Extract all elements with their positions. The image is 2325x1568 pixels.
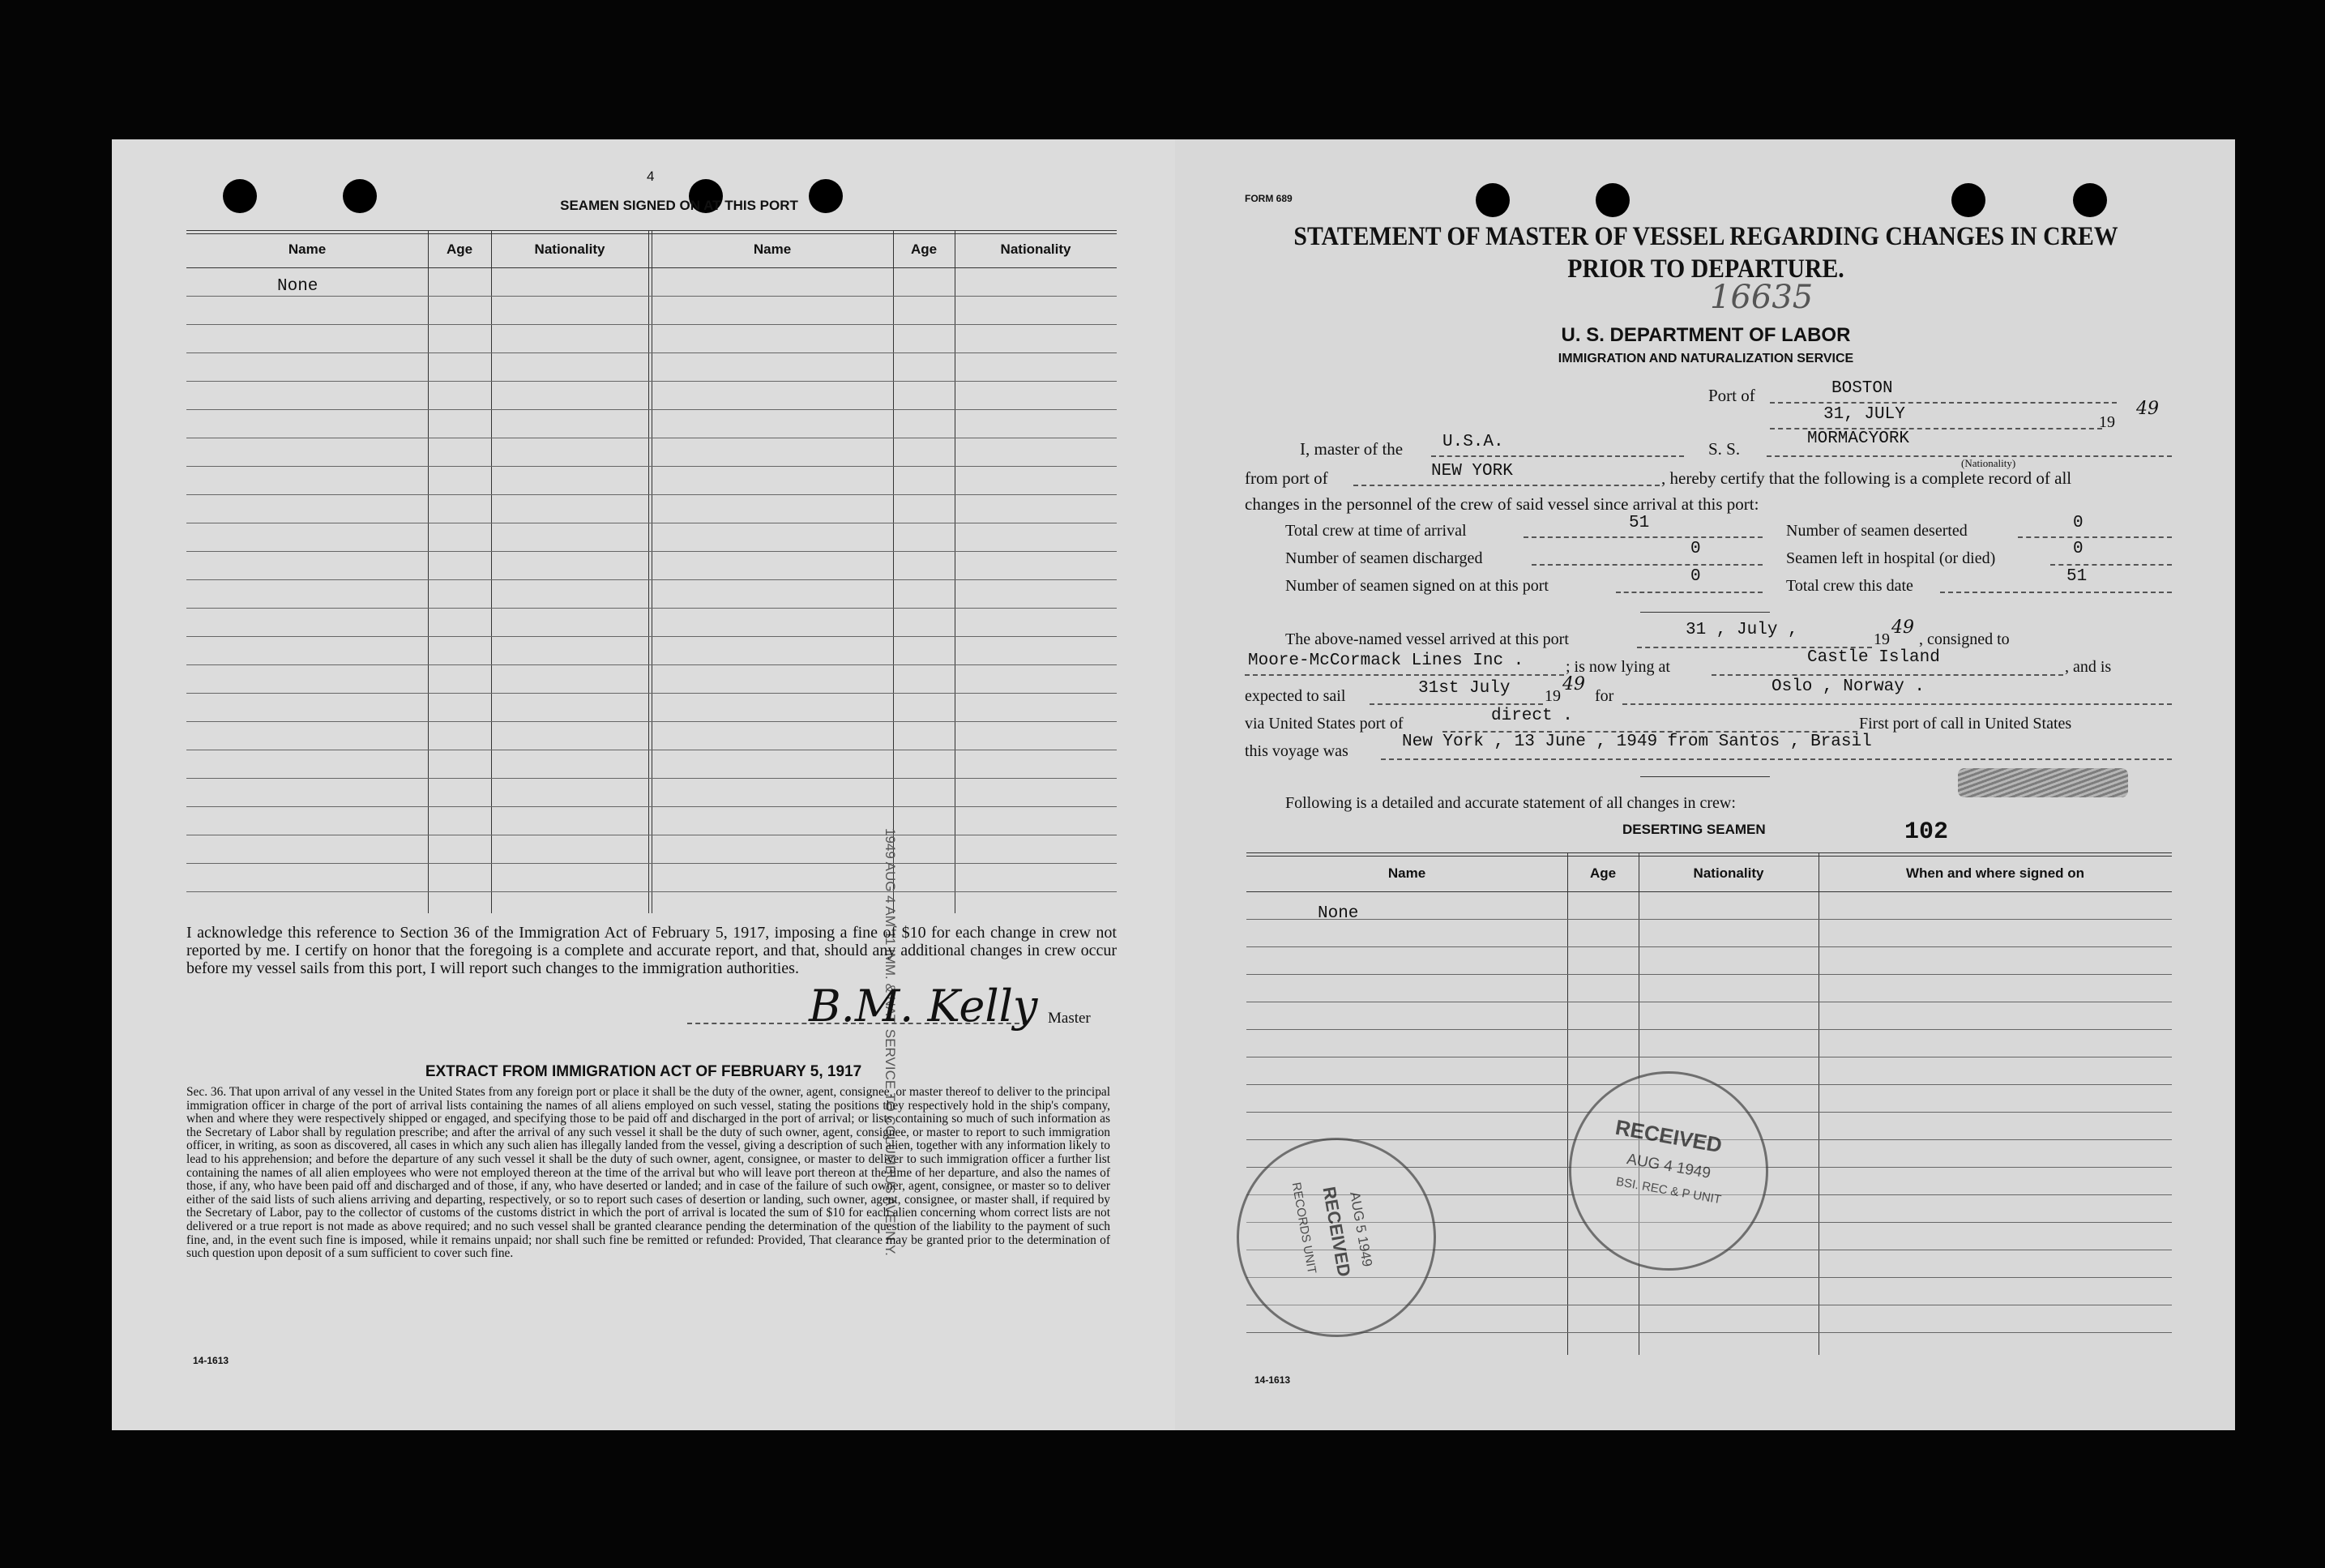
discharged: 0 — [1690, 540, 1701, 558]
for-label: for — [1595, 687, 1614, 705]
expected-label: expected to sail — [1245, 687, 1346, 705]
first-port-label: First port of call in United States — [1859, 715, 2072, 733]
total-date-label: Total crew this date — [1786, 577, 1913, 595]
stamp2-date: AUG 5 1949 — [1347, 1190, 1375, 1268]
vessel-name: MORMACYORK — [1807, 429, 1910, 448]
nationality-caption: (Nationality) — [1961, 457, 2016, 469]
master-of-label: I, master of the — [1300, 439, 1404, 459]
form-code: 14-1613 — [193, 1355, 229, 1366]
port-line — [1770, 402, 2117, 404]
stamp-received: RECEIVED — [1613, 1114, 1725, 1158]
lying-line — [1712, 674, 2063, 676]
following-label: Following is a detailed and accurate statement of all changes in crew: — [1285, 794, 1736, 812]
table-row-line — [186, 608, 1117, 609]
arrived-label: The above-named vessel arrived at this port — [1285, 630, 1569, 648]
punch-hole — [1476, 183, 1510, 217]
stamp2-unit: RECORDS UNIT — [1289, 1181, 1319, 1275]
punch-hole — [343, 179, 377, 213]
col-signed-on: When and where signed on — [1905, 865, 2085, 881]
title-line2: PRIOR TO DEPARTURE. — [1567, 254, 1844, 284]
extract-title: EXTRACT FROM IMMIGRATION ACT OF FEBRUARY 5, 1917 — [425, 1063, 862, 1080]
entry-none: None — [277, 277, 318, 296]
table-row-line — [1246, 919, 2172, 920]
punch-hole — [1951, 183, 1985, 217]
arrived-year-prefix: 19 — [1874, 630, 1890, 648]
col-age: Age — [446, 241, 473, 257]
arrived-value: 31 , July , — [1686, 621, 1798, 639]
lying-label: ; is now lying at — [1566, 658, 1670, 676]
table-row-line — [186, 891, 1117, 892]
punch-hole — [2073, 183, 2107, 217]
table-row-line — [186, 466, 1117, 467]
col-nationality: Nationality — [1000, 241, 1071, 257]
master-label: Master — [1048, 1010, 1091, 1027]
port-label: Port of — [1708, 386, 1755, 405]
handwritten-number: 16635 — [1710, 279, 1814, 316]
form-number: FORM 689 — [1245, 193, 1293, 204]
vertical-stamp: 1949 AUG 4 AM 11 IMM. & NAT. SERVICE TO COLUMBUS AVE. N.Y. — [883, 828, 898, 1256]
entry-none: None — [1318, 904, 1359, 923]
table-row-line — [186, 551, 1117, 552]
table-row-line — [186, 636, 1117, 637]
table-row-line — [1246, 1332, 2172, 1333]
year-suffix: 49 — [2136, 399, 2159, 419]
table-row-line — [186, 324, 1117, 325]
table-row-line — [186, 721, 1117, 722]
right-page — [1175, 139, 2235, 1430]
divider — [1640, 612, 1770, 613]
received-stamp-2 — [1237, 1138, 1436, 1337]
seamen-signed-table — [186, 230, 1117, 913]
voyage-line — [1381, 758, 2172, 760]
stamp-date: AUG 4 1949 — [1625, 1151, 1712, 1182]
col-nationality: Nationality — [1693, 865, 1764, 881]
hospital-label: Seamen left in hospital (or died) — [1786, 549, 1996, 567]
consignee-line — [1245, 674, 1564, 676]
title-line1: STATEMENT OF MASTER OF VESSEL REGARDING CHANGES IN CREW — [1293, 222, 2118, 251]
arrived-year: 49 — [1891, 617, 1914, 638]
via-label: via United States port of — [1245, 715, 1404, 733]
table-row-line — [186, 579, 1117, 580]
stamp-unit: BSI. REC & P UNIT — [1614, 1174, 1723, 1207]
table-row-line — [186, 296, 1117, 297]
destination-line — [1622, 703, 2172, 705]
col-name: Name — [1387, 865, 1426, 881]
nationality-line — [1431, 455, 1684, 457]
and-is: , and is — [2065, 658, 2112, 676]
page-number: 4 — [647, 169, 655, 184]
col-nationality: Nationality — [534, 241, 605, 257]
expected-year-prefix: 19 — [1545, 687, 1561, 705]
left-page — [112, 139, 1175, 1430]
changes-text: changes in the personnel of the crew of said vessel since arrival at this port: — [1245, 494, 1759, 514]
col-age: Age — [910, 241, 938, 257]
col-age: Age — [1589, 865, 1617, 881]
port-value: BOSTON — [1831, 379, 1893, 398]
form-code: 14-1613 — [1254, 1374, 1291, 1386]
table-row-line — [186, 863, 1117, 864]
stat-line — [2050, 564, 2172, 566]
table-row-line — [186, 381, 1117, 382]
consigned-label: , consigned to — [1919, 630, 2010, 648]
table-row-line — [186, 806, 1117, 807]
col-name: Name — [288, 241, 327, 257]
certify-text: , hereby certify that the following is a complete record of all — [1661, 468, 2072, 488]
signed-on-label: Number of seamen signed on at this port — [1285, 577, 1549, 595]
stat-line — [1940, 592, 2172, 593]
discharged-label: Number of seamen discharged — [1285, 549, 1483, 567]
table-row-line — [1246, 974, 2172, 975]
punch-hole — [1596, 183, 1630, 217]
form-title — [1287, 220, 2126, 285]
year-prefix: 19 — [2099, 413, 2115, 431]
consignee: Moore-McCormack Lines Inc . — [1248, 652, 1524, 670]
stat-line — [2018, 536, 2172, 538]
acknowledgement-text: I acknowledge this reference to Section 36 of the Immigration Act of February 5, 1917, imposing a fine of $10 for each change in crew not reported by me. I certify on honor that the foregoing is a complete and accurate report, and that, should any additional changes in crew occur before my vessel sails from this port, I will report such changes to the immigration authorities. — [186, 924, 1117, 977]
stat-line — [1524, 536, 1763, 538]
table-row-line — [186, 409, 1117, 410]
deserting-number: 102 — [1904, 818, 1949, 846]
expected-line — [1370, 703, 1543, 705]
voyage-label: this voyage was — [1245, 742, 1348, 760]
deserting-title: DESERTING SEAMEN — [1622, 822, 1766, 837]
deserted-label: Number of seamen deserted — [1786, 522, 1968, 540]
scribbled-out-text — [1958, 768, 2128, 797]
destination: Oslo , Norway . — [1772, 677, 1925, 696]
table-title: SEAMEN SIGNED ON AT THIS PORT — [560, 198, 798, 213]
total-crew-arrival-label: Total crew at time of arrival — [1285, 522, 1467, 540]
total-crew-arrival: 51 — [1629, 514, 1650, 532]
service: IMMIGRATION AND NATURALIZATION SERVICE — [1558, 352, 1854, 365]
received-stamp — [1569, 1071, 1768, 1271]
stamp2-received: RECEIVED — [1318, 1185, 1355, 1279]
table-row-line — [186, 693, 1117, 694]
master-signature: B.M. Kelly — [809, 981, 1038, 1032]
punch-hole — [223, 179, 257, 213]
via-value: direct . — [1491, 707, 1573, 725]
signed-on: 0 — [1690, 567, 1701, 586]
expected-value: 31st July — [1418, 679, 1511, 698]
stat-line — [1532, 564, 1763, 566]
table-row-line — [186, 778, 1117, 779]
from-port-line — [1353, 485, 1660, 486]
vessel-nationality: U.S.A. — [1442, 433, 1504, 451]
col-name: Name — [753, 241, 792, 257]
table-row-line — [1246, 1029, 2172, 1030]
hospital: 0 — [2073, 540, 2084, 558]
divider — [1640, 776, 1770, 777]
lying-at: Castle Island — [1807, 648, 1940, 667]
stat-line — [1616, 592, 1763, 593]
table-row-line — [186, 494, 1117, 495]
ss-label: S. S. — [1708, 439, 1741, 459]
extract-text: Sec. 36. That upon arrival of any vessel in the United States from any foreign port or place it shall be the duty of the owner, agent, consignee, or master thereof to deliver to the principal immigration officer in charge of the port of arrival lists containing the names of all aliens employed on such vessel, stating the positions they respectively hold in the ship's company, when and where they were respectively shipped or engaged, and specifying those to be paid off and discharged in the port of arrival; or lists containing so much of such information as the Secretary of Labor shall by regulation prescribe; and after the arrival of any such vessel it shall be the duty of such owner, agent, consignee, or master to report to such immigration officer, in writing, as soon as discovered, all cases in which any such alien has illegally landed from the vessel, giving a description of such alien, together with any information likely to lead to his apprehension; and before the departure of any such vessel it shall be the duty of such owner, agent, consignee, or master to deliver to such immigration officer a further list containing the names of all alien employees who were not employed thereon at the time of the arrival but who will leave port thereon at the time of her departure, and also the names of those, if any, who have been paid off and discharged and of those, if any, who have deserted or landed; and in case of the failure of such owner, agent, consignee, or master so to deliver either of the said lists of such aliens arriving and departing, respectively, or so to report such cases of desertion or landing, such owner, agent, consignee, or master shall, if required by the Secretary of Labor, pay to the collector of customs of the customs district in which the port of arrival is located the sum of $10 for each alien concerning whom correct lists are not delivered or a true report is not made as above required; and no such vessel shall be granted clearance pending the determination of the question of the liability to the payment of such fine, and, in the event such fine is imposed, while it remains unpaid; nor shall such fine be remitted or refunded: Provided, That clearance may be granted prior to the determination of such question upon deposit of a sum sufficient to cover such fine. — [186, 1085, 1110, 1261]
table-row-line — [186, 352, 1117, 353]
date-value: 31, JULY — [1823, 405, 1905, 424]
expected-year: 49 — [1562, 674, 1585, 694]
total-date: 51 — [2066, 567, 2088, 586]
table-row-line — [186, 664, 1117, 665]
voyage-value: New York , 13 June , 1949 from Santos , Brasil — [1402, 733, 1872, 751]
deserted: 0 — [2073, 514, 2084, 532]
from-port-label: from port of — [1245, 468, 1328, 488]
department: U. S. DEPARTMENT OF LABOR — [1561, 324, 1851, 346]
table-row-line — [1246, 946, 2172, 947]
from-port-value: NEW YORK — [1431, 462, 1513, 481]
